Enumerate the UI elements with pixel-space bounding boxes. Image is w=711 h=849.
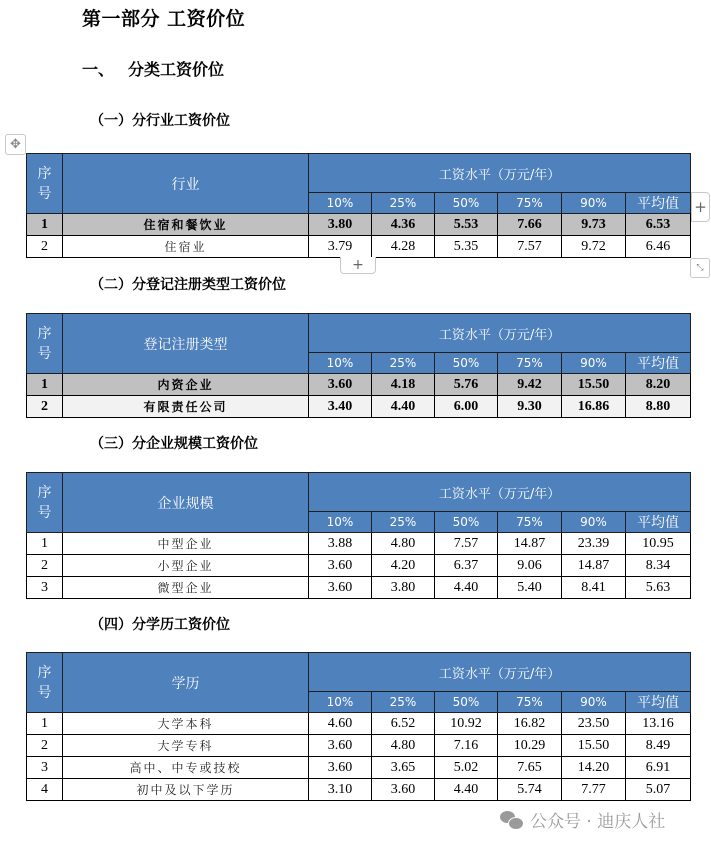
wage-value-cell: 9.06 — [498, 555, 562, 577]
watermark-text: 公众号 · 迪庆人社 — [530, 812, 666, 832]
seq-header: 序 号 — [27, 473, 63, 533]
wage-value-cell: 8.49 — [626, 735, 691, 757]
section-title: 分类工资价位 — [128, 60, 225, 79]
row-seq: 4 — [27, 779, 63, 801]
wage-table-industry — [26, 153, 691, 258]
wage-value-cell: 3.60 — [309, 577, 372, 599]
table-row — [27, 757, 691, 779]
table-move-handle-icon[interactable]: ✥ — [5, 134, 26, 155]
row-category: 小型企业 — [63, 555, 309, 577]
column-header: 90% — [562, 692, 626, 713]
wage-value-cell: 13.16 — [626, 713, 691, 735]
wage-level-header: 工资水平（万元/年） — [309, 154, 691, 193]
wage-value-cell: 9.42 — [498, 374, 562, 396]
wage-value-cell: 16.82 — [498, 713, 562, 735]
wage-value-cell: 3.60 — [372, 779, 435, 801]
row-category: 微型企业 — [63, 577, 309, 599]
wage-value-cell: 5.63 — [626, 577, 691, 599]
section-number: 一、 — [82, 60, 115, 79]
row-seq: 2 — [27, 236, 63, 258]
row-category: 高中、中专或技校 — [63, 757, 309, 779]
row-seq: 3 — [27, 757, 63, 779]
column-header: 50% — [435, 193, 498, 214]
wage-value-cell: 23.50 — [562, 713, 626, 735]
column-header: 25% — [372, 692, 435, 713]
row-seq: 2 — [27, 396, 63, 418]
column-header: 平均值 — [626, 512, 691, 533]
category-header: 学历 — [63, 653, 309, 713]
wage-value-cell: 6.46 — [626, 236, 691, 258]
wage-value-cell: 6.37 — [435, 555, 498, 577]
column-header: 75% — [498, 692, 562, 713]
wage-value-cell: 4.20 — [372, 555, 435, 577]
row-category: 中型企业 — [63, 533, 309, 555]
wage-value-cell: 14.87 — [562, 555, 626, 577]
wage-value-cell: 14.20 — [562, 757, 626, 779]
wage-value-cell: 3.80 — [309, 214, 372, 236]
wage-value-cell: 5.74 — [498, 779, 562, 801]
wage-value-cell: 4.60 — [309, 713, 372, 735]
wage-table-enterprise-size — [26, 472, 691, 599]
row-seq: 1 — [27, 713, 63, 735]
wage-value-cell: 9.30 — [498, 396, 562, 418]
wage-value-cell: 7.65 — [498, 757, 562, 779]
wage-value-cell: 8.80 — [626, 396, 691, 418]
wage-value-cell: 10.95 — [626, 533, 691, 555]
row-category: 有限责任公司 — [63, 396, 309, 418]
wage-value-cell: 5.40 — [498, 577, 562, 599]
table-2-heading: （二）分登记注册类型工资价位 — [90, 277, 286, 293]
table-row — [27, 214, 691, 236]
wage-value-cell: 4.36 — [372, 214, 435, 236]
table-row — [27, 779, 691, 801]
wage-value-cell: 7.57 — [435, 533, 498, 555]
wage-value-cell: 9.72 — [562, 236, 626, 258]
row-category: 住宿和餐饮业 — [63, 214, 309, 236]
category-header: 登记注册类型 — [63, 314, 309, 374]
add-row-button[interactable]: + — [340, 257, 376, 274]
column-header: 平均值 — [626, 353, 691, 374]
wage-value-cell: 5.07 — [626, 779, 691, 801]
wage-value-cell: 7.66 — [498, 214, 562, 236]
column-header: 25% — [372, 512, 435, 533]
table-row — [27, 713, 691, 735]
row-category: 大学专科 — [63, 735, 309, 757]
wage-value-cell: 5.35 — [435, 236, 498, 258]
wage-value-cell: 5.76 — [435, 374, 498, 396]
table-row — [27, 396, 691, 418]
wage-level-header: 工资水平（万元/年） — [309, 653, 691, 692]
wechat-icon — [500, 810, 524, 830]
column-header: 25% — [372, 353, 435, 374]
wage-value-cell: 3.60 — [309, 735, 372, 757]
row-seq: 1 — [27, 214, 63, 236]
row-seq: 1 — [27, 374, 63, 396]
section-heading — [82, 57, 224, 80]
wage-value-cell: 6.00 — [435, 396, 498, 418]
wage-value-cell: 6.91 — [626, 757, 691, 779]
wage-value-cell: 23.39 — [562, 533, 626, 555]
column-header: 10% — [309, 193, 372, 214]
column-header: 50% — [435, 353, 498, 374]
wage-value-cell: 4.80 — [372, 735, 435, 757]
wage-value-cell: 6.53 — [626, 214, 691, 236]
wage-value-cell: 4.28 — [372, 236, 435, 258]
table-resize-handle-icon[interactable]: ⤡ — [690, 258, 710, 278]
wage-value-cell: 5.02 — [435, 757, 498, 779]
column-header: 75% — [498, 193, 562, 214]
wage-value-cell: 7.57 — [498, 236, 562, 258]
row-seq: 2 — [27, 555, 63, 577]
wage-value-cell: 16.86 — [562, 396, 626, 418]
table-4-heading: （四）分学历工资价位 — [90, 617, 230, 633]
seq-header: 序 号 — [27, 154, 63, 214]
table-row — [27, 577, 691, 599]
wage-table-education — [26, 652, 691, 801]
wage-value-cell: 7.16 — [435, 735, 498, 757]
wage-level-header: 工资水平（万元/年） — [309, 314, 691, 353]
wage-value-cell: 5.53 — [435, 214, 498, 236]
wage-value-cell: 3.79 — [309, 236, 372, 258]
wage-value-cell: 15.50 — [562, 735, 626, 757]
wage-value-cell: 4.40 — [435, 779, 498, 801]
wage-table-registration-type — [26, 313, 691, 418]
wage-value-cell: 8.20 — [626, 374, 691, 396]
wage-value-cell: 4.80 — [372, 533, 435, 555]
wage-value-cell: 15.50 — [562, 374, 626, 396]
column-header: 10% — [309, 353, 372, 374]
column-header: 平均值 — [626, 692, 691, 713]
column-header: 90% — [562, 353, 626, 374]
wage-value-cell: 4.40 — [372, 396, 435, 418]
row-category: 大学本科 — [63, 713, 309, 735]
wage-value-cell: 14.87 — [498, 533, 562, 555]
watermark — [500, 807, 665, 832]
table-row — [27, 533, 691, 555]
column-header: 75% — [498, 353, 562, 374]
wage-value-cell: 3.40 — [309, 396, 372, 418]
row-seq: 2 — [27, 735, 63, 757]
wage-value-cell: 3.60 — [309, 374, 372, 396]
add-column-button[interactable]: + — [691, 192, 710, 222]
page-title: 第一部分 工资价位 — [82, 8, 246, 30]
table-row — [27, 236, 691, 258]
row-category: 内资企业 — [63, 374, 309, 396]
seq-header: 序 号 — [27, 653, 63, 713]
wage-value-cell: 10.29 — [498, 735, 562, 757]
row-category: 住宿业 — [63, 236, 309, 258]
wage-value-cell: 8.34 — [626, 555, 691, 577]
wage-value-cell: 3.60 — [309, 757, 372, 779]
row-seq: 3 — [27, 577, 63, 599]
table-3-heading: （三）分企业规模工资价位 — [90, 436, 258, 452]
wage-value-cell: 7.77 — [562, 779, 626, 801]
wage-value-cell: 4.18 — [372, 374, 435, 396]
wage-value-cell: 9.73 — [562, 214, 626, 236]
row-seq: 1 — [27, 533, 63, 555]
category-header: 行业 — [63, 154, 309, 214]
column-header: 25% — [372, 193, 435, 214]
wage-value-cell: 3.88 — [309, 533, 372, 555]
column-header: 50% — [435, 512, 498, 533]
wage-value-cell: 10.92 — [435, 713, 498, 735]
table-row — [27, 555, 691, 577]
wage-value-cell: 3.10 — [309, 779, 372, 801]
wage-value-cell: 4.40 — [435, 577, 498, 599]
column-header: 90% — [562, 512, 626, 533]
wage-value-cell: 3.80 — [372, 577, 435, 599]
column-header: 75% — [498, 512, 562, 533]
column-header: 50% — [435, 692, 498, 713]
category-header: 企业规模 — [63, 473, 309, 533]
row-category: 初中及以下学历 — [63, 779, 309, 801]
wage-value-cell: 3.65 — [372, 757, 435, 779]
column-header: 10% — [309, 512, 372, 533]
wage-value-cell: 3.60 — [309, 555, 372, 577]
wage-value-cell: 8.41 — [562, 577, 626, 599]
column-header: 平均值 — [626, 193, 691, 214]
table-row — [27, 735, 691, 757]
table-row — [27, 374, 691, 396]
column-header: 10% — [309, 692, 372, 713]
wage-level-header: 工资水平（万元/年） — [309, 473, 691, 512]
wage-value-cell: 6.52 — [372, 713, 435, 735]
seq-header: 序 号 — [27, 314, 63, 374]
column-header: 90% — [562, 193, 626, 214]
table-1-heading: （一）分行业工资价位 — [90, 113, 230, 129]
